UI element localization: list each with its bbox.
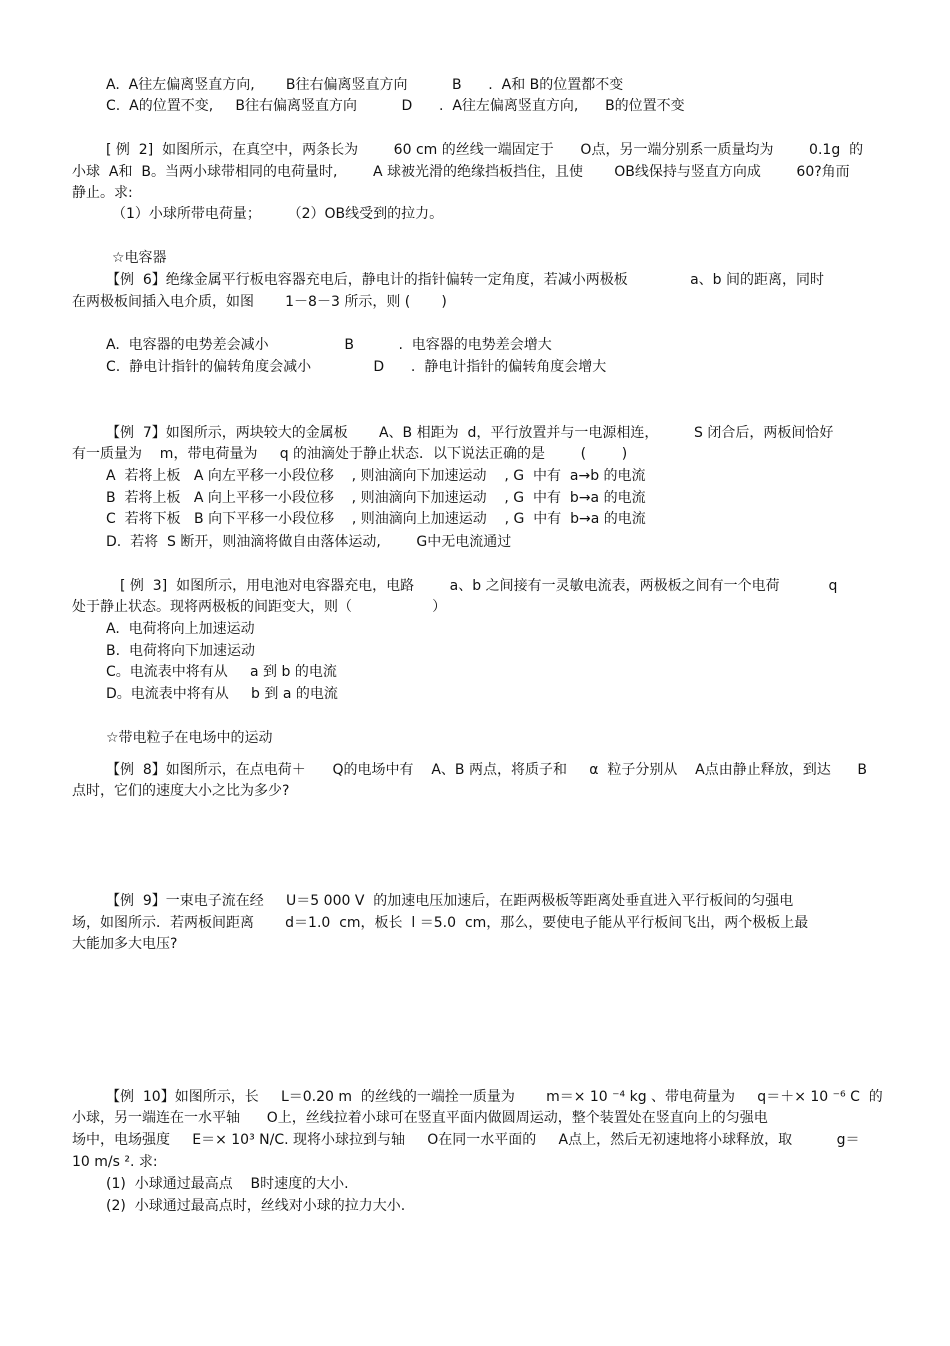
- text-line: A. 电荷将向上加速运动: [106, 621, 255, 637]
- section-heading: ☆电容器: [112, 250, 167, 266]
- text-line: A. A往左偏离竖直方向, B往右偏离竖直方向 B . A和 B的位置都不变: [106, 77, 624, 93]
- text-line: D. 若将 S 断开，则油滴将做自由落体运动, G中无电流通过: [106, 534, 512, 550]
- text-line: 【例 7】如图所示，两块较大的金属板 A、B 相距为 d，平行放置并与一电源相连， S 闭合后，两板间恰好: [106, 425, 834, 441]
- section-heading: ☆带电粒子在电场中的运动: [106, 730, 273, 746]
- text-line: 静止。求:: [72, 185, 133, 201]
- text-line: 场中，电场强度 E＝× 10³ N/C. 现将小球拉到与轴 O在同一水平面的 A点上，然后无初速地将小球释放，取 g＝: [72, 1132, 860, 1148]
- text-line: B 若将上板 A 向上平移一小段位移 , 则油滴向下加速运动 , G 中有 b→a 的电流: [106, 490, 646, 506]
- text-line: C。电流表中将有从 a 到 b 的电流: [106, 664, 337, 680]
- text-line: 【例 6】绝缘金属平行板电容器充电后，静电计的指针偏转一定角度，若减小两极板 a、b 间的距离，同时: [106, 272, 825, 288]
- text-line: 点时，它们的速度大小之比为多少?: [72, 783, 290, 799]
- text-line: 在两极板间插入电介质，如图 1－8－3 所示，则 ( ): [72, 294, 447, 310]
- text-line: C 若将下板 B 向下平移一小段位移 , 则油滴向上加速运动 , G 中有 b→a 的电流: [106, 511, 646, 527]
- text-line: 处于静止状态。现将两极板的间距变大，则（ ）: [72, 599, 447, 615]
- text-line: [ 例 2] 如图所示，在真空中，两条长为 60 cm 的丝线一端固定于 O点，另一端分别系一质量均为 0.1g 的: [106, 142, 864, 158]
- text-line: 【例 8】如图所示，在点电荷＋ Q的电场中有 A、B 两点，将质子和 α 粒子分别从 A点由静止释放，到达 B: [106, 762, 868, 778]
- text-line: 10 m/s ². 求:: [72, 1154, 158, 1170]
- text-line: （1）小球所带电荷量； （2）OB线受到的拉力。: [112, 206, 444, 222]
- text-line: D。电流表中将有从 b 到 a 的电流: [106, 686, 338, 702]
- text-line: A. 电容器的电势差会减小 B . 电容器的电势差会增大: [106, 337, 552, 353]
- text-line: [ 例 3] 如图所示，用电池对电容器充电，电路 a、b 之间接有一灵敏电流表，两极板之间有一个电荷 q: [120, 578, 838, 594]
- text-line: 【例 9】一束电子流在经 U＝5 000 V 的加速电压加速后，在距两极板等距离处垂直进入平行板间的匀强电: [106, 893, 794, 909]
- text-line: C. 静电计指针的偏转角度会减小 D . 静电计指针的偏转角度会增大: [106, 359, 607, 375]
- text-line: (1) 小球通过最高点 B时速度的大小.: [106, 1176, 349, 1192]
- text-line: 小球 A和 B。当两小球带相同的电荷量时, A 球被光滑的绝缘挡板挡住，且使 OB线保持与竖直方向成 60?角而: [72, 164, 850, 180]
- text-line: 【例 10】如图所示，长 L＝0.20 m 的丝线的一端拴一质量为 m＝× 10 ⁻⁴ kg 、带电荷量为 q＝＋× 10 ⁻⁶ C 的: [106, 1089, 883, 1105]
- text-line: 大能加多大电压?: [72, 936, 178, 952]
- text-line: 小球，另一端连在一水平轴 O上，丝线拉着小球可在竖直平面内做圆周运动，整个装置处在竖直向上的匀强电: [72, 1110, 768, 1126]
- text-line: 有一质量为 m，带电荷量为 q 的油滴处于静止状态．以下说法正确的是 ( ): [72, 446, 628, 462]
- text-line: 场，如图所示．若两板间距离 d＝1.0 cm，板长 l ＝5.0 cm，那么，要使电子能从平行板间飞出，两个极板上最: [72, 915, 809, 931]
- text-line: (2) 小球通过最高点时，丝线对小球的拉力大小.: [106, 1198, 406, 1214]
- text-line: B. 电荷将向下加速运动: [106, 643, 255, 659]
- text-line: C. A的位置不变, B往右偏离竖直方向 D . A往左偏离竖直方向, B的位置不变: [106, 98, 685, 114]
- text-line: A 若将上板 A 向左平移一小段位移 , 则油滴向下加速运动 , G 中有 a→b 的电流: [106, 468, 646, 484]
